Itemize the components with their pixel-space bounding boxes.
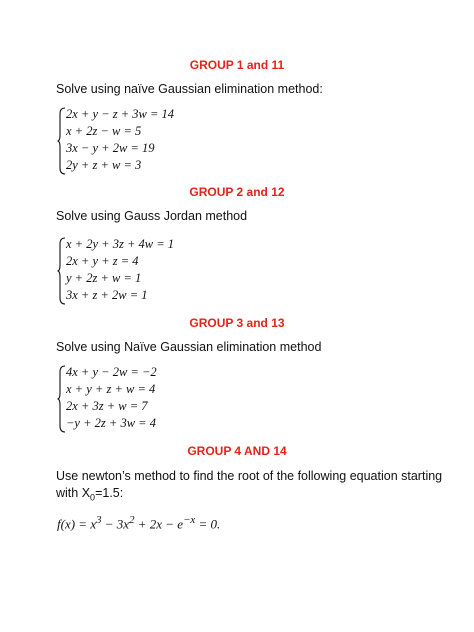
group-4-instruction	[56, 468, 442, 507]
formula-part: f(x) = x	[57, 516, 97, 532]
exponent: −x	[183, 514, 196, 526]
left-brace-icon	[57, 364, 66, 434]
group-3-equation-4: −y + 2z + 3w = 4	[66, 416, 156, 430]
left-brace-icon	[57, 236, 66, 306]
group-2-instruction: Solve using Gauss Jordan method	[56, 209, 248, 223]
group-4-instruction-line-1: Use newton’s method to find the root of the following equation starting	[56, 469, 443, 483]
group-1-equation-4: 2y + z + w = 3	[66, 158, 142, 172]
group-4-heading: GROUP 4 AND 14	[187, 444, 287, 458]
exponent: 3	[96, 514, 102, 526]
instruction-text: =1.5:	[95, 486, 124, 500]
formula-part: + 2x − e	[134, 516, 184, 532]
group-4-instruction-line-2	[56, 485, 442, 507]
group-1-equation-3: 3x − y + 2w = 19	[66, 141, 155, 155]
group-2-heading: GROUP 2 and 12	[189, 185, 285, 199]
group-1-instruction: Solve using naïve Gaussian elimination method:	[56, 82, 323, 96]
group-3-equation-1: 4x + y − 2w = −2	[66, 365, 157, 379]
group-1-heading: GROUP 1 and 11	[189, 58, 285, 72]
group-3-equation-3: 2x + 3z + w = 7	[66, 399, 148, 413]
group-3-equation-2: x + y + z + w = 4	[66, 382, 156, 396]
exponent: 2	[129, 514, 135, 526]
group-2-equation-3: y + 2z + w = 1	[66, 271, 142, 285]
group-2-equation-1: x + 2y + 3z + 4w = 1	[66, 237, 175, 251]
subscript: 0	[90, 492, 96, 503]
instruction-text: with X	[56, 486, 91, 500]
formula-part: − 3x	[101, 516, 130, 532]
formula-part: = 0.	[195, 516, 221, 532]
group-1-equation-1: 2x + y − z + 3w = 14	[66, 107, 175, 121]
group-2-equation-2: 2x + y + z = 4	[66, 254, 139, 268]
group-3-heading: GROUP 3 and 13	[189, 316, 285, 330]
group-2-equation-4: 3x + z + 2w = 1	[66, 288, 148, 302]
group-3-instruction: Solve using Naïve Gaussian elimination method	[56, 340, 322, 354]
left-brace-icon	[57, 106, 66, 176]
newton-equation	[57, 514, 220, 532]
group-1-equation-2: x + 2z − w = 5	[66, 124, 142, 138]
